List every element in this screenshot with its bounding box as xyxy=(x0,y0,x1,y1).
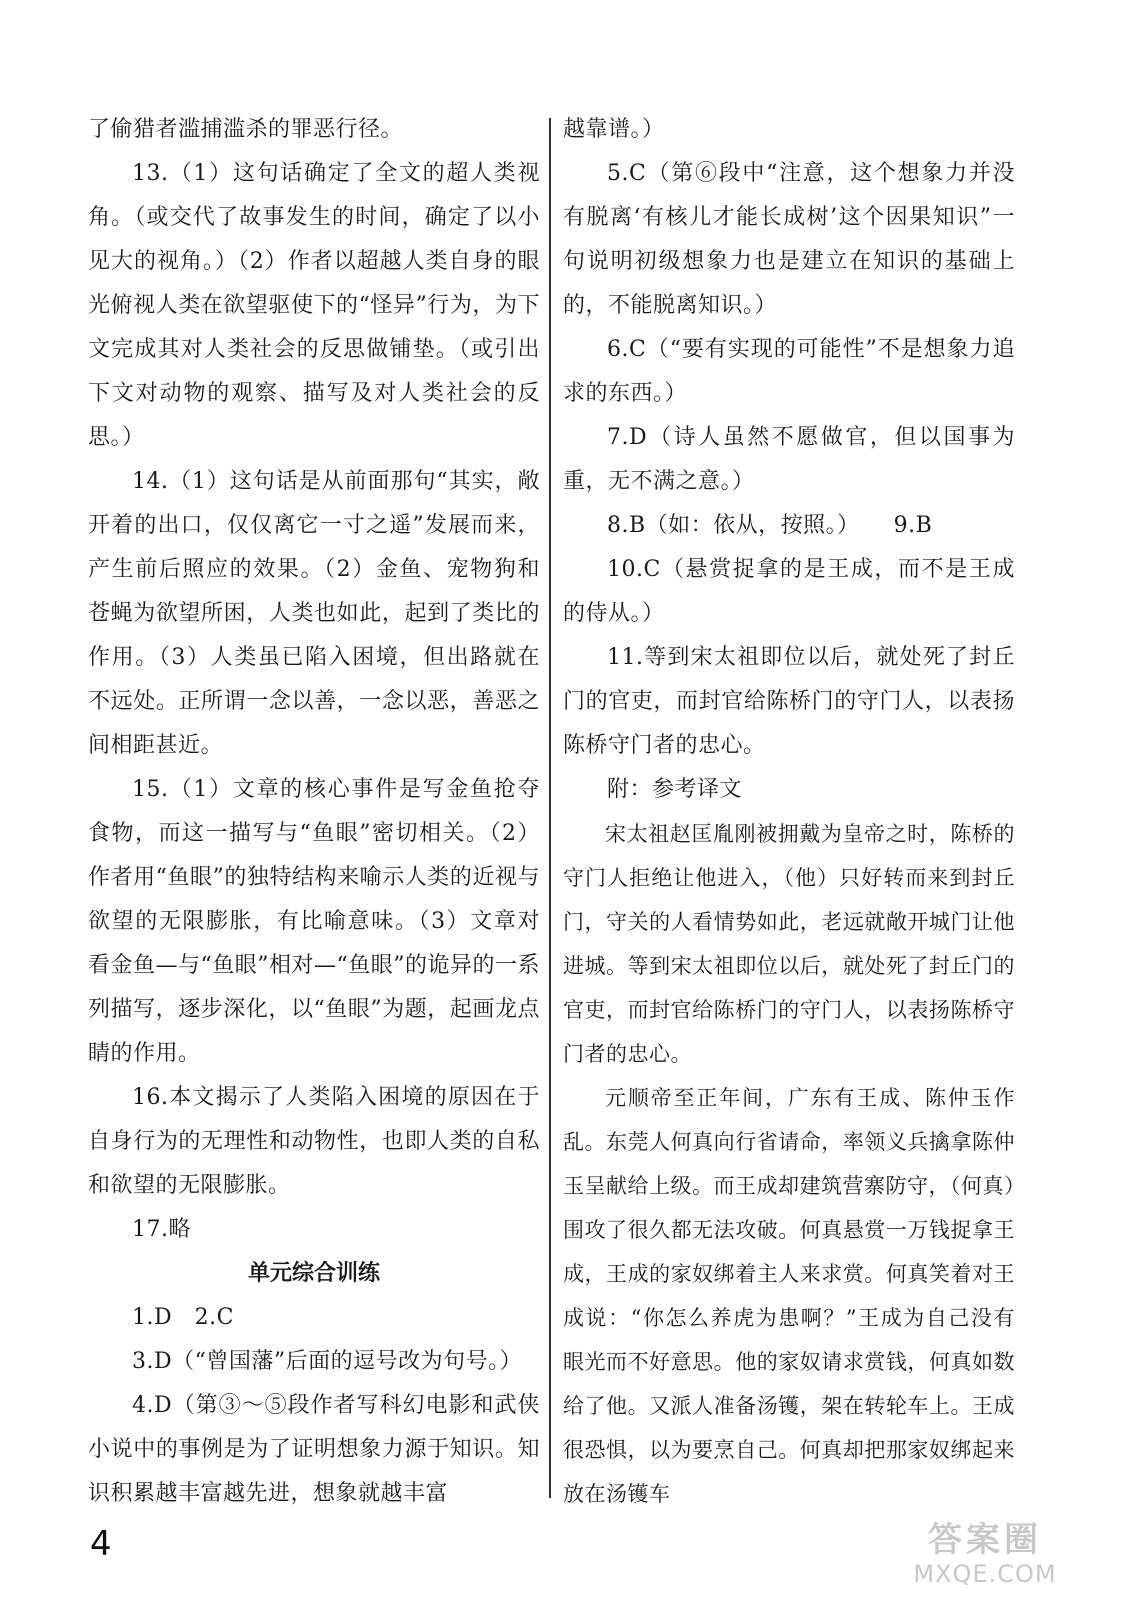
answer-10: 10.C（悬赏捉拿的是王成，而不是王成的侍从。） xyxy=(563,557,1015,626)
answer-5: 5.C（第⑥段中“注意，这个想象力并没有脱离‘有核儿才能长成树’这个因果知识”一句说明初级想象力也是建立在知识的基础上的，不能脱离知识。） xyxy=(563,161,1015,318)
answer-6: 6.C（“要有实现的可能性”不是想象力追求的东西。） xyxy=(563,337,1015,406)
watermark-logo xyxy=(880,1520,1090,1590)
answer-13: 13.（1）这句话确定了全文的超人类视角。（或交代了故事发生的时间，确定了以小见大的视角。）（2）作者以超越人类自身的眼光俯视人类在欲望驱使下的“怪异”行为，为下文完成其对人类社会的反思做铺垫。（或引出下文对动物的观察、描写及对人类社会的反思。） xyxy=(88,161,540,450)
column-divider xyxy=(549,118,551,1498)
answer-1-2: 1.D 2.C xyxy=(132,1305,234,1330)
section-title: 单元综合训练 xyxy=(247,1261,380,1286)
translation-heading: 附：参考译文 xyxy=(607,777,743,802)
translation-paragraph: 元顺帝至正年间，广东有王成、陈仲玉作乱。东莞人何真向行省请命，率领义兵擒拿陈仲玉呈献给上级。而王成却建筑营寨防守，（何真）围攻了很久都无法攻破。何真悬赏一万钱捉拿王成，王成的家奴绑着主人来求赏。何真笑着对王成说：“你怎么养虎为患啊？”王成为自己没有眼光而不好意思。他的家奴请求赏钱，何真如数给了他。又派人准备汤镬，架在转轮车上。王成很恐惧，以为要烹自己。何真却把那家奴绑起来放在汤镬车 xyxy=(563,1086,1015,1506)
answer-17: 17.略 xyxy=(132,1217,191,1242)
translation-paragraph: 宋太祖赵匡胤刚被拥戴为皇帝之时，陈桥的守门人拒绝让他进入，（他）只好转而来到封丘门，守关的人看情势如此，老远就敞开城门让他进城。等到宋太祖即位以后，就处死了封丘门的官吏，而封官给陈桥门的守门人，以表扬陈桥守门者的忠心。 xyxy=(563,822,1015,1066)
page-number: 4 xyxy=(90,1524,112,1564)
watermark-text: 答案圈 xyxy=(928,1520,1042,1560)
answer-4: 4.D（第③～⑤段作者写科幻电影和武侠小说中的事例是为了证明想象力源于知识。知识积累越丰富越先进，想象就越丰富 xyxy=(88,1393,540,1506)
right-column xyxy=(563,108,1015,1516)
watermark-url: MXQE.COM xyxy=(913,1560,1057,1588)
answer-14: 14.（1）这句话是从前面那句“其实，敞开着的出口，仅仅离它一寸之遥”发展而来，产生前后照应的效果。（2）金鱼、宠物狗和苍蝇为欲望所困，人类也如此，起到了类比的作用。（3）人类虽已陷入困境，但出路就在不远处。正所谓一念以善，一念以恶，善恶之间相距甚近。 xyxy=(88,469,540,758)
answer-15: 15.（1）文章的核心事件是写金鱼抢夺食物，而这一描写与“鱼眼”密切相关。（2）作者用“鱼眼”的独特结构来喻示人类的近视与欲望的无限膨胀，有比喻意味。（3）文章对看金鱼—与“鱼眼”相对—“鱼眼”的诡异的一系列描写，逐步深化，以“鱼眼”为题，起画龙点睛的作用。 xyxy=(88,777,540,1066)
answer-4-continued: 越靠谱。） xyxy=(563,117,665,142)
answer-11: 11.等到宋太祖即位以后，就处死了封丘门的官吏，而封官给陈桥门的守门人，以表扬陈桥守门者的忠心。 xyxy=(563,645,1015,758)
left-column xyxy=(88,108,540,1516)
translation-block xyxy=(563,812,1015,1516)
answer-7: 7.D（诗人虽然不愿做官，但以国事为重，无不满之意。） xyxy=(563,425,1015,494)
answer-3: 3.D（“曾国藩”后面的逗号改为句号。） xyxy=(132,1349,523,1374)
answer-paragraph: 了偷猎者滥捕滥杀的罪恶行径。 xyxy=(88,117,404,142)
answer-16: 16.本文揭示了人类陷入困境的原因在于自身行为的无理性和动物性，也即人类的自私和欲望的无限膨胀。 xyxy=(88,1085,540,1198)
answer-8-9: 8.B（如：依从，按照。） 9.B xyxy=(607,513,933,538)
